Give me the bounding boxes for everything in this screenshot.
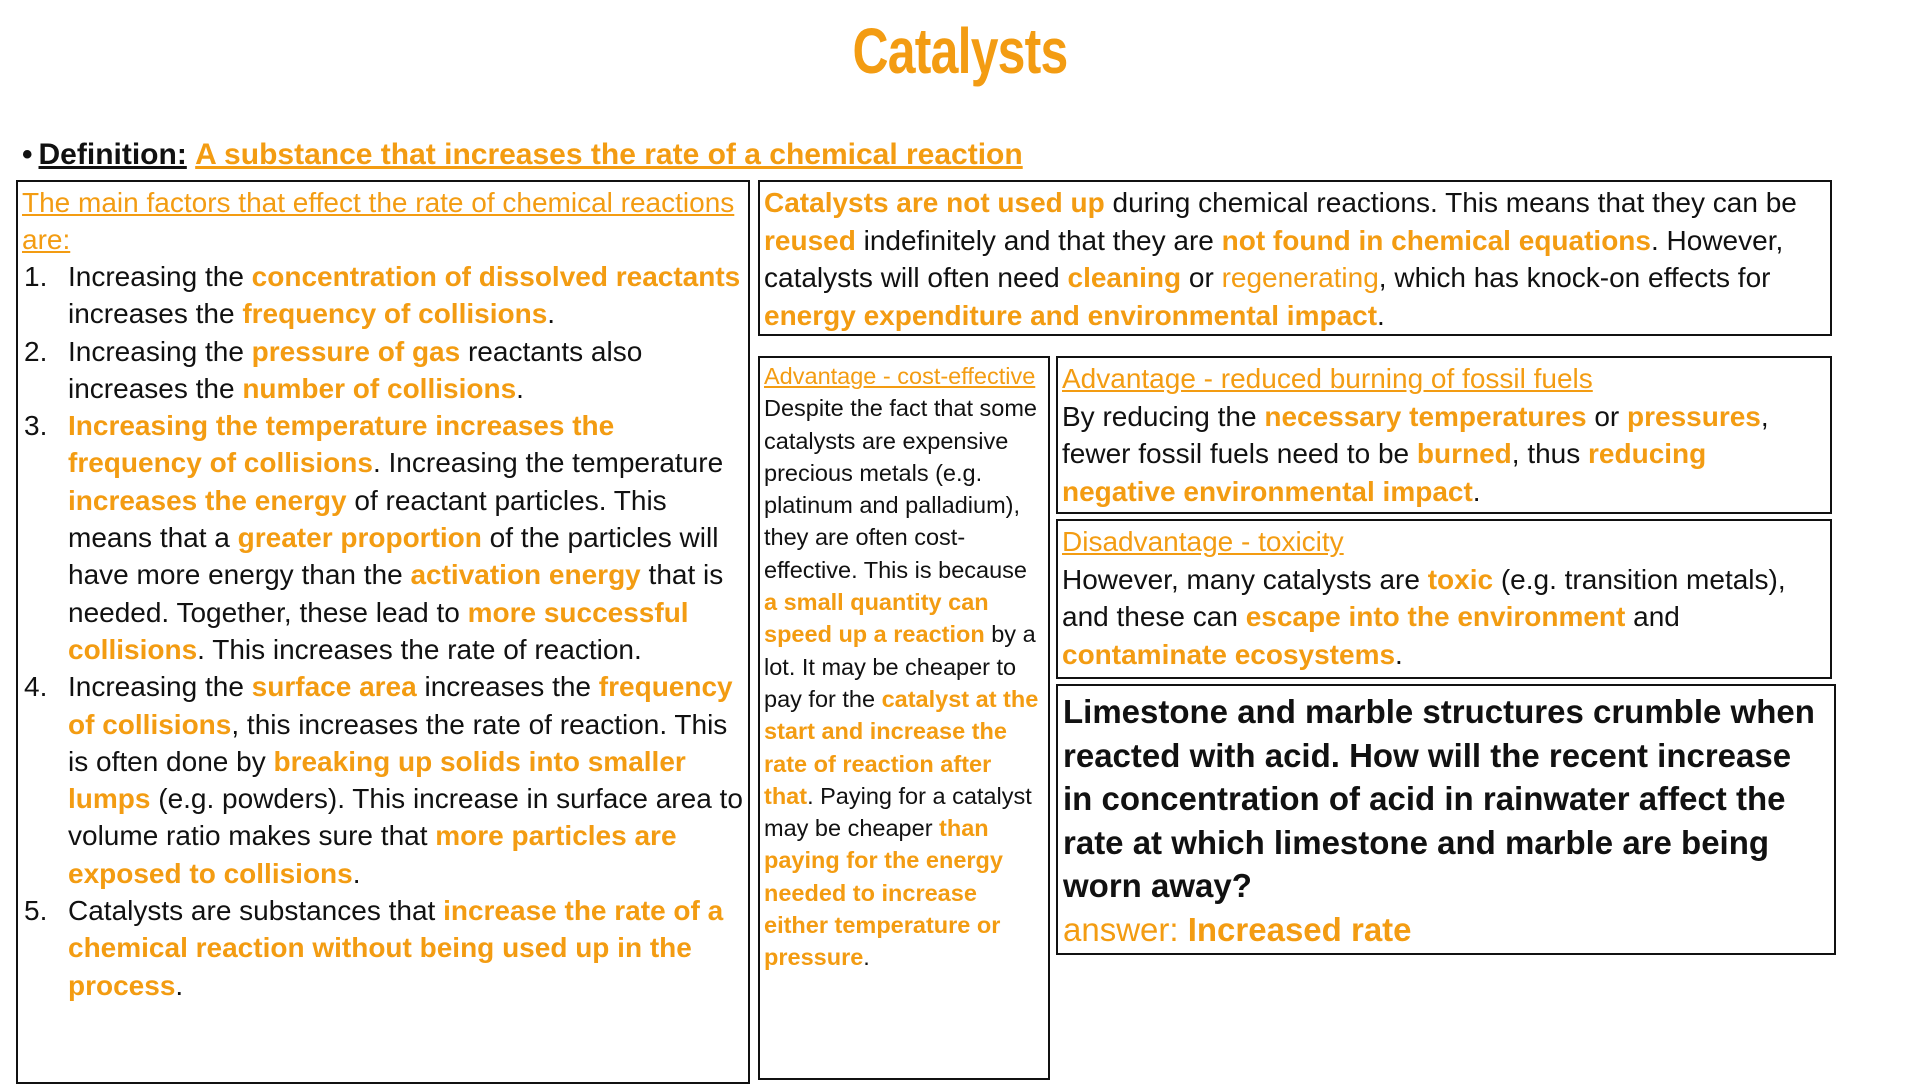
reuse-highlight: cleaning — [1067, 262, 1182, 293]
fossil-highlight: reducing negative environmental impact — [1062, 438, 1707, 507]
fossil-highlight: pressures — [1627, 400, 1761, 432]
reuse-text: . — [1377, 299, 1385, 331]
item-text: reactants also increases the — [68, 335, 643, 404]
cost-text: by a lot. It may be cheaper to pay for the — [764, 621, 1036, 712]
item-highlight: increase the rate of a chemical reaction without being used up in the process — [68, 895, 724, 1001]
fossil-text: or — [1586, 400, 1628, 432]
item-text: Increasing the — [68, 335, 252, 367]
item-highlight: frequency of collisions — [68, 671, 733, 740]
list-number: 4. — [24, 671, 48, 703]
definition-text: A substance that increases the rate of a chemical reaction — [195, 138, 1023, 171]
toxicity-box — [1056, 519, 1832, 679]
toxic-highlight: contaminate ecosystems — [1062, 638, 1396, 670]
item-text: . — [516, 372, 524, 404]
reuse-text: or — [1181, 262, 1222, 293]
cost-heading: Advantage - cost-effective — [764, 363, 1036, 389]
cost-text: Despite the fact that some catalysts are expensive precious metals (e.g. platinum and palladium), they are often cost-effective. This is because — [764, 395, 1038, 583]
fossil-highlight: burned — [1416, 438, 1512, 469]
cost-effective-box — [758, 356, 1050, 1080]
definition-line — [22, 138, 1023, 172]
item-text: Catalysts are substances that — [68, 895, 444, 927]
item-text: . — [547, 298, 556, 330]
item-text: . — [175, 969, 184, 1001]
item-text: Increasing the — [68, 671, 252, 703]
reuse-highlight: not found in chemical equations — [1221, 224, 1651, 256]
answer-label: answer: — [1063, 910, 1188, 948]
list-number: 2. — [24, 335, 48, 367]
item-highlight: number of collisions — [242, 372, 517, 404]
list-item — [22, 333, 744, 408]
toxic-text: . — [1395, 638, 1403, 670]
factors-box — [16, 180, 750, 1084]
item-highlight: breaking up solids into smaller lumps — [68, 745, 686, 815]
item-highlight: Increasing the temperature increases the frequency of collisions — [68, 410, 615, 479]
item-highlight: surface area — [251, 671, 417, 703]
answer-value: Increased rate — [1187, 910, 1412, 948]
reuse-highlight-light: regenerating — [1221, 262, 1379, 293]
toxic-text: (e.g. transition metals), and these can — [1062, 563, 1786, 632]
cost-highlight: than paying for the energy needed to increase either temperature or pressure — [764, 815, 1003, 971]
factors-list — [22, 258, 744, 1004]
item-highlight: more particles are exposed to collisions — [68, 820, 677, 889]
factors-heading: The main factors that effect the rate of chemical reactions are: — [22, 187, 735, 255]
definition-label: Definition: — [38, 138, 187, 171]
item-highlight: increases the energy — [68, 484, 347, 516]
fossil-heading: Advantage - reduced burning of fossil fuels — [1062, 363, 1593, 394]
item-text: . Increasing the temperature — [372, 447, 724, 479]
answer-line — [1063, 908, 1829, 952]
item-text: increases the — [68, 298, 243, 330]
item-text: . This increases the rate of reaction. — [197, 633, 642, 665]
item-highlight: concentration of dissolved reactants — [251, 261, 741, 292]
toxicity-heading: Disadvantage - toxicity — [1062, 526, 1344, 557]
item-text: of reactant particles. This means that a — [68, 484, 667, 554]
reuse-text: , which has knock-on effects for — [1378, 262, 1771, 293]
item-highlight: more successful collisions — [68, 596, 689, 665]
cost-text: . — [863, 944, 870, 971]
fossil-fuels-box — [1056, 356, 1832, 514]
item-text: (e.g. powders). This increase in surface area to volume ratio makes sure that — [68, 783, 743, 852]
item-highlight: activation energy — [410, 559, 641, 591]
item-text: of the particles will have more energy than the — [68, 522, 719, 591]
list-number: 1. — [24, 261, 48, 292]
reuse-text: . However, catalysts will often need — [764, 224, 1784, 293]
toxic-text: However, many catalysts are — [1062, 563, 1428, 595]
item-highlight: pressure of gas — [251, 335, 461, 367]
bullet-icon: • — [22, 138, 33, 171]
item-text: that is needed. Together, these lead to — [68, 559, 724, 628]
toxic-text: and — [1625, 601, 1680, 632]
list-item — [22, 407, 744, 668]
item-text: Increasing the — [68, 261, 252, 292]
fossil-text: , fewer fossil fuels need to be — [1062, 400, 1769, 469]
reuse-highlight: Catalysts are not used up — [764, 187, 1105, 218]
question-box — [1056, 684, 1836, 955]
toxic-highlight: escape into the environment — [1245, 601, 1626, 632]
reuse-text: indefinitely and that they are — [855, 224, 1222, 256]
list-number: 3. — [24, 410, 48, 442]
cost-highlight: a small quantity can speed up a reaction — [764, 589, 989, 648]
toxic-highlight: toxic — [1427, 563, 1494, 595]
fossil-text: , thus — [1511, 438, 1589, 469]
item-highlight: frequency of collisions — [242, 298, 548, 330]
page-title: Catalysts — [852, 15, 1068, 87]
list-item — [22, 892, 744, 1004]
fossil-text: . — [1472, 475, 1481, 507]
reuse-highlight: reused — [764, 224, 856, 256]
item-text: increases the — [416, 671, 599, 703]
question-text: Limestone and marble structures crumble when reacted with acid. How will the recent increase in concentration of acid in rainwater affect the rate at which limestone and marble are being worn away? — [1063, 693, 1815, 904]
reuse-box — [758, 180, 1832, 336]
fossil-text: By reducing the — [1062, 400, 1265, 432]
cost-text: . Paying for a catalyst may be cheaper — [764, 782, 1032, 842]
list-number: 5. — [24, 895, 48, 927]
item-text: , this increases the rate of reaction. This is often done by — [68, 708, 728, 777]
list-item — [22, 668, 744, 892]
item-highlight: greater proportion — [237, 522, 482, 554]
reuse-highlight: energy expenditure and environmental impact — [764, 299, 1378, 331]
list-item — [22, 258, 744, 333]
item-text: . — [352, 857, 361, 889]
cost-highlight: catalyst at the start and increase the rate of reaction after that — [764, 685, 1039, 809]
reuse-text: during chemical reactions. This means that they can be — [1104, 187, 1797, 218]
fossil-highlight: necessary temperatures — [1264, 400, 1587, 432]
